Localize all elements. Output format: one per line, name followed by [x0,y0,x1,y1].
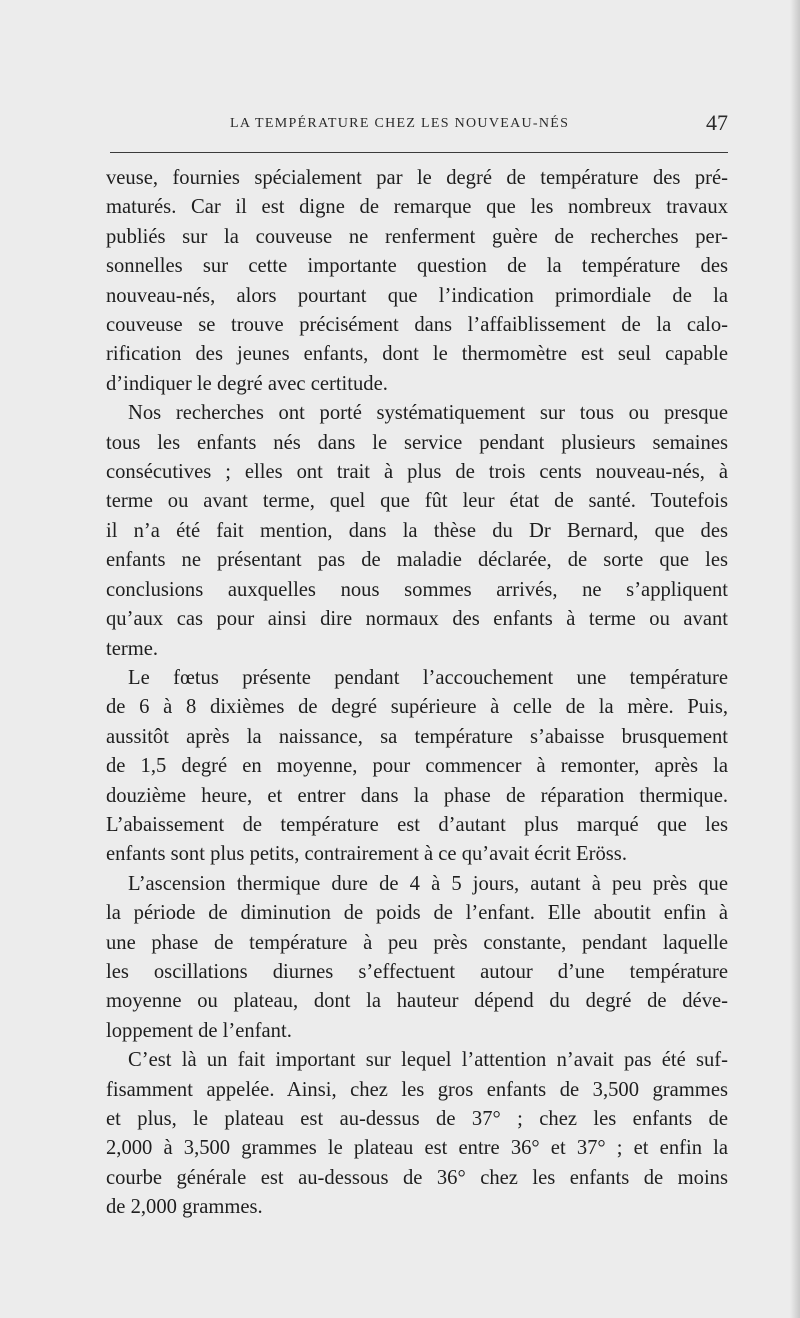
text-line: moyenne ou plateau, dont la hauteur dépend du degré de déve- [106,990,728,1013]
text-line: terme. [106,637,159,660]
text-line: conclusions auxquelles nous sommes arrivés, ne s’appliquent [106,578,728,601]
text-line: rification des jeunes enfants, dont le thermomètre est seul capable [106,343,728,366]
text-line: nouveau-nés, alors pourtant que l’indication primordiale de la [106,284,728,307]
text-line: Le fœtus présente pendant l’accouchement une température [128,666,728,689]
text-line: les oscillations diurnes s’effectuent autour d’une température [106,960,728,983]
text-line: de 1,5 degré en moyenne, pour commencer à remonter, après la [106,755,728,778]
text-line: tous les enfants nés dans le service pendant plusieurs semaines [106,431,728,454]
text-line: de 2,000 grammes. [106,1196,263,1219]
text-line: fisamment appelée. Ainsi, chez les gros enfants de 3,500 grammes [106,1078,728,1101]
page-header [108,104,728,144]
text-line: et plus, le plateau est au-dessus de 37° ; chez les enfants de [106,1108,728,1130]
header-rule [110,152,728,153]
paragraph [106,399,728,664]
paragraph [106,870,728,1046]
text-line: publiés sur la couveuse ne renferment guère de recherches per- [106,225,728,248]
text-line: Nos recherches ont porté systématiquement sur tous ou presque [128,402,728,425]
text-line: L’ascension thermique dure de 4 à 5 jours, autant à peu près que [128,872,728,895]
page-number: 47 [706,110,728,135]
text-line: maturés. Car il est digne de remarque que les nombreux travaux [106,196,728,219]
text-line: de 6 à 8 dixièmes de degré supérieure à celle de la mère. Puis, [106,696,728,719]
text-line: couveuse se trouve précisément dans l’affaiblissement de la calo- [106,314,728,337]
text-line: enfants sont plus petits, contrairement à ce qu’avait écrit Eröss. [106,843,627,866]
text-line: la période de diminution de poids de l’enfant. Elle aboutit enfin à [106,902,728,925]
text-line: qu’aux cas pour ainsi dire normaux des enfants à terme ou avant [106,608,728,631]
paragraph [106,1046,728,1222]
text-line: loppement de l’enfant. [106,1019,292,1042]
text-line: une phase de température à peu près constante, pendant laquelle [106,931,728,954]
text-line: enfants ne présentant pas de maladie déclarée, de sorte que les [106,549,728,572]
text-line: d’indiquer le degré avec certitude. [106,372,388,395]
text-line: C’est là un fait important sur lequel l’attention n’avait pas été suf- [128,1049,728,1072]
text-line: L’abaissement de température est d’autant plus marqué que les [106,813,728,836]
running-title: LA TEMPÉRATURE CHEZ LES NOUVEAU-NÉS [230,116,570,131]
paragraph [106,664,728,870]
text-line: 2,000 à 3,500 grammes le plateau est entre 36° et 37° ; et enfin la [106,1137,728,1160]
text-line: consécutives ; elles ont trait à plus de trois cents nouveau-nés, à [106,461,728,484]
paragraph [106,164,728,399]
text-line: terme ou avant terme, quel que fût leur état de santé. Toutefois [106,490,728,513]
text-line: veuse, fournies spécialement par le degré de température des pré- [106,167,728,189]
text-line: courbe générale est au-dessous de 36° chez les enfants de moins [106,1166,728,1189]
text-line: il n’a été fait mention, dans la thèse du Dr Bernard, que des [106,519,728,542]
text-line: aussitôt après la naissance, sa température s’abaisse brusquement [106,725,728,748]
text-line: sonnelles sur cette importante question de la température des [106,255,728,278]
page-edge-shadow [790,0,800,1318]
body-text [106,164,728,1223]
text-line: douzième heure, et entrer dans la phase de réparation thermique. [106,784,728,807]
